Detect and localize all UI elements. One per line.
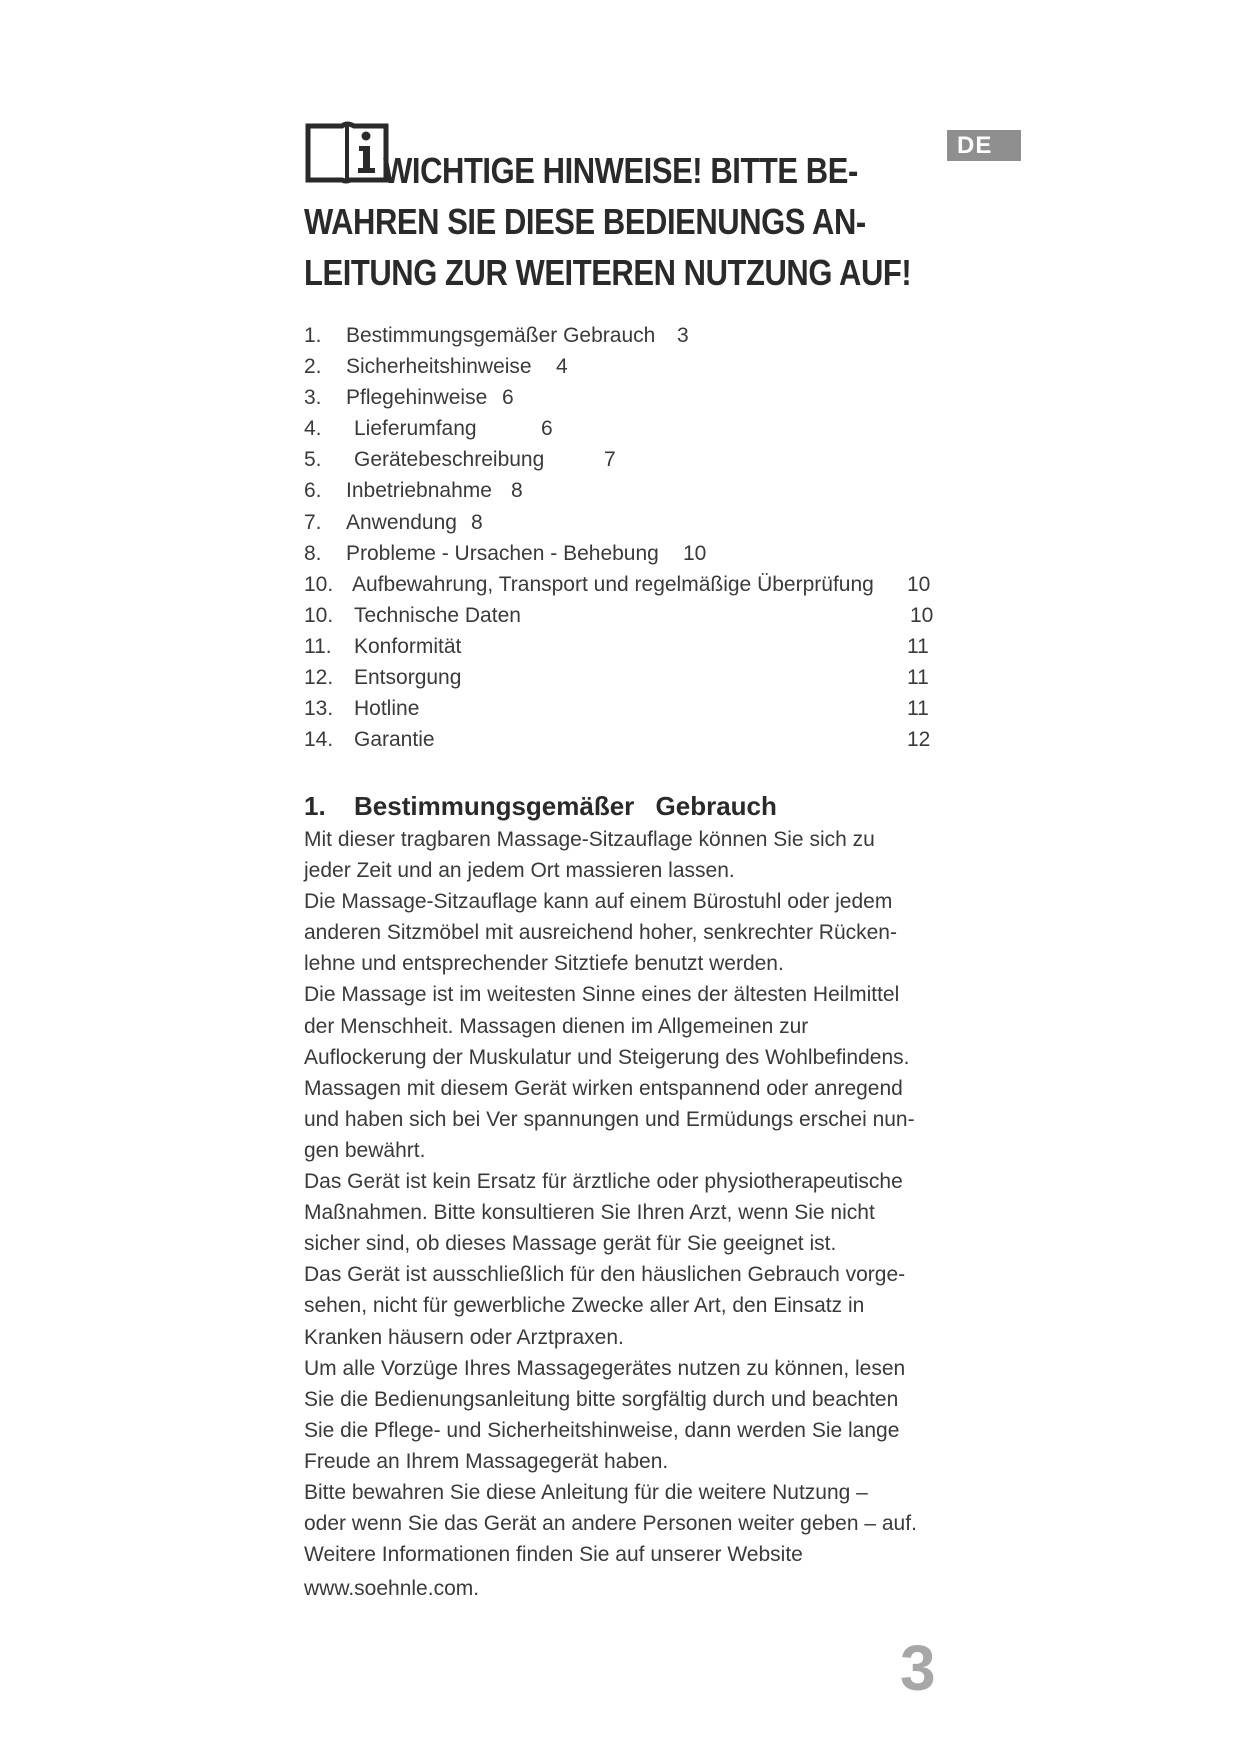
toc-page: 11 (907, 634, 929, 658)
body-line: anderen Sitzmöbel mit ausreichend hoher, senkrechter Rücken- (304, 921, 897, 945)
toc-number: 8. (304, 541, 322, 565)
toc-entry (304, 631, 944, 662)
body-line: und haben sich bei Ver spannungen und Ermüdungs erschei nun- (304, 1107, 915, 1131)
toc-page: 10 (910, 603, 934, 627)
toc-label: Sicherheitshinweise (346, 355, 532, 379)
toc-entry (304, 320, 944, 351)
toc-page: 6 (502, 386, 514, 410)
body-line: Massagen mit diesem Gerät wirken entspannend oder anregend (304, 1076, 903, 1100)
toc-page: 12 (907, 728, 931, 752)
toc-entry (304, 475, 944, 506)
toc-page: 11 (907, 666, 929, 690)
section-heading (304, 789, 777, 823)
toc-number: 6. (304, 479, 322, 503)
toc-label: Bestimmungsgemäßer Gebrauch (346, 324, 656, 347)
toc-entry (304, 351, 944, 382)
body-line: jeder Zeit und an jedem Ort massieren lassen. (304, 859, 735, 883)
body-line: Die Massage ist im weitesten Sinne eines der ältesten Heilmittel (304, 983, 900, 1007)
section-title: Bestimmungsgemäßer Gebrauch (354, 791, 777, 821)
title-line: WAHREN SIE DIESE BEDIENUNGS AN- (304, 201, 866, 242)
toc-page: 10 (683, 541, 707, 565)
body-line: Sie die Pflege- und Sicherheitshinweise, dann werden Sie lange (304, 1418, 900, 1442)
toc-entry (304, 569, 944, 600)
table-of-contents (304, 320, 944, 755)
body-line: Maßnahmen. Bitte konsultieren Sie Ihren Arzt, wenn Sie nicht (304, 1201, 875, 1225)
toc-page: 3 (677, 324, 689, 347)
toc-entry (304, 413, 944, 444)
body-line: Mit dieser tragbaren Massage-Sitzauflage können Sie sich zu (304, 828, 875, 851)
body-line: lehne und entsprechender Sitztiefe benutzt werden. (304, 952, 784, 976)
toc-page: 4 (556, 355, 568, 379)
body-line: der Menschheit. Massagen dienen im Allgemeinen zur (304, 1014, 809, 1038)
toc-number: 10. (304, 572, 334, 596)
body-line: Weitere Informationen finden Sie auf unserer Website (304, 1543, 803, 1567)
toc-label: Lieferumfang (354, 417, 477, 441)
toc-entry (304, 507, 944, 538)
toc-number: 5. (304, 448, 322, 472)
toc-entry (304, 382, 944, 413)
body-line: Bitte bewahren Sie diese Anleitung für die weitere Nutzung – (304, 1480, 868, 1504)
toc-label: Garantie (354, 728, 435, 752)
toc-number: 10. (304, 603, 334, 627)
title-line: WICHTIGE HINWEISE! BITTE BE- (383, 150, 858, 191)
toc-number: 14. (304, 728, 334, 752)
toc-number: 4. (304, 417, 322, 441)
section-number: 1. (304, 791, 326, 821)
toc-page: 8 (511, 479, 523, 503)
body-line: sehen, nicht für gewerbliche Zwecke aller Art, den Einsatz in (304, 1294, 865, 1318)
toc-page: 8 (471, 510, 483, 534)
body-line: Sie die Bedienungsanleitung bitte sorgfältig durch und beachten (304, 1387, 899, 1411)
toc-label: Entsorgung (354, 666, 462, 690)
toc-label: Technische Daten (354, 603, 521, 627)
toc-number: 13. (304, 697, 334, 721)
page-title (304, 145, 912, 298)
toc-page: 7 (604, 448, 616, 472)
title-line: LEITUNG ZUR WEITEREN NUTZUNG AUF! (304, 252, 912, 293)
language-badge: DE (947, 130, 1021, 161)
toc-number: 2. (304, 355, 322, 379)
toc-number: 1. (304, 324, 322, 347)
body-line: gen bewährt. (304, 1138, 426, 1162)
toc-number: 11. (304, 634, 332, 658)
body-line: oder wenn Sie das Gerät an andere Personen weiter geben – auf. (304, 1512, 917, 1536)
toc-label: Pflegehinweise (346, 386, 488, 410)
toc-number: 12. (304, 666, 334, 690)
body-line: Um alle Vorzüge Ihres Massagegerätes nutzen zu können, lesen (304, 1356, 906, 1380)
toc-page: 10 (907, 572, 931, 596)
toc-label: Probleme - Ursachen - Behebung (346, 541, 659, 565)
toc-label: Anwendung (346, 510, 457, 534)
body-line: Das Gerät ist ausschließlich für den häuslichen Gebrauch vorge- (304, 1263, 906, 1287)
toc-label: Inbetriebnahme (346, 479, 492, 503)
body-line: Auflockerung der Muskulatur und Steigerung des Wohlbefindens. (304, 1045, 910, 1069)
toc-page: 11 (907, 697, 929, 721)
toc-entry (304, 538, 944, 569)
toc-entry (304, 693, 944, 724)
body-line: sicher sind, ob dieses Massage gerät für Sie geeignet ist. (304, 1232, 837, 1256)
page-number: 3 (900, 1632, 936, 1704)
body-line: Das Gerät ist kein Ersatz für ärztliche oder physiotherapeutische (304, 1170, 903, 1194)
toc-entry (304, 662, 944, 693)
toc-number: 3. (304, 386, 322, 410)
toc-page: 6 (541, 417, 553, 441)
body-line: Kranken häusern oder Arztpraxen. (304, 1325, 624, 1349)
body-line: Die Massage-Sitzauflage kann auf einem Bürostuhl oder jedem (304, 890, 893, 914)
toc-label: Gerätebeschreibung (354, 448, 545, 472)
toc-entry (304, 444, 944, 475)
toc-entry (304, 600, 944, 631)
section-body (304, 824, 964, 1604)
toc-number: 7. (304, 510, 322, 534)
toc-label: Konformität (354, 634, 462, 658)
toc-label: Hotline (354, 697, 420, 721)
body-line: Freude an Ihrem Massagegerät haben. (304, 1449, 669, 1473)
website-link[interactable]: www.soehnle.com. (304, 1577, 480, 1601)
toc-entry (304, 724, 944, 755)
toc-label: Aufbewahrung, Transport und regelmäßige Überprüfung (352, 572, 874, 596)
